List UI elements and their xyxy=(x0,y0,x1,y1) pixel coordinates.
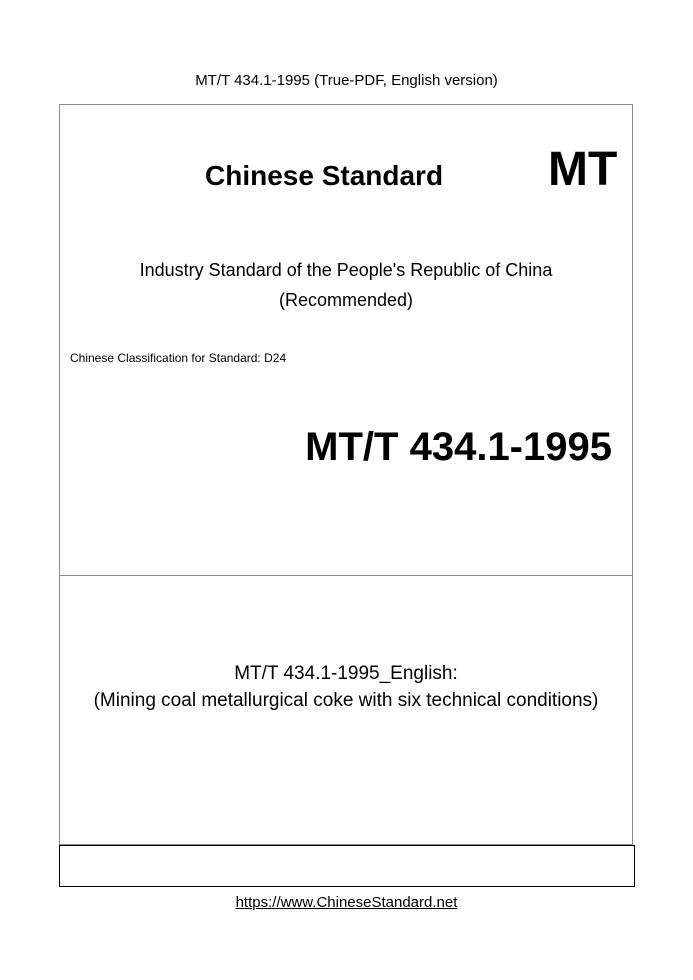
classification-line: Chinese Classification for Standard: D24 xyxy=(70,351,287,365)
standard-mark: MT xyxy=(548,143,618,196)
page-header-title: MT/T 434.1-1995 (True-PDF, English version) xyxy=(195,72,498,89)
recommended-line: (Recommended) xyxy=(278,290,414,310)
footer-link[interactable]: https://www.ChineseStandard.net xyxy=(235,894,458,911)
standard-code: MT/T 434.1-1995 xyxy=(305,425,612,469)
chinese-standard-heading: Chinese Standard xyxy=(205,160,444,191)
cover-frame xyxy=(59,104,633,845)
footer xyxy=(0,893,693,913)
industry-standard-line: Industry Standard of the People's Republic of China xyxy=(139,260,553,280)
english-code-line: MT/T 434.1-1995_English: xyxy=(234,663,458,684)
bottom-box xyxy=(59,845,635,887)
english-title-line: (Mining coal metallurgical coke with six technical conditions) xyxy=(93,690,599,711)
section-divider xyxy=(60,575,632,576)
